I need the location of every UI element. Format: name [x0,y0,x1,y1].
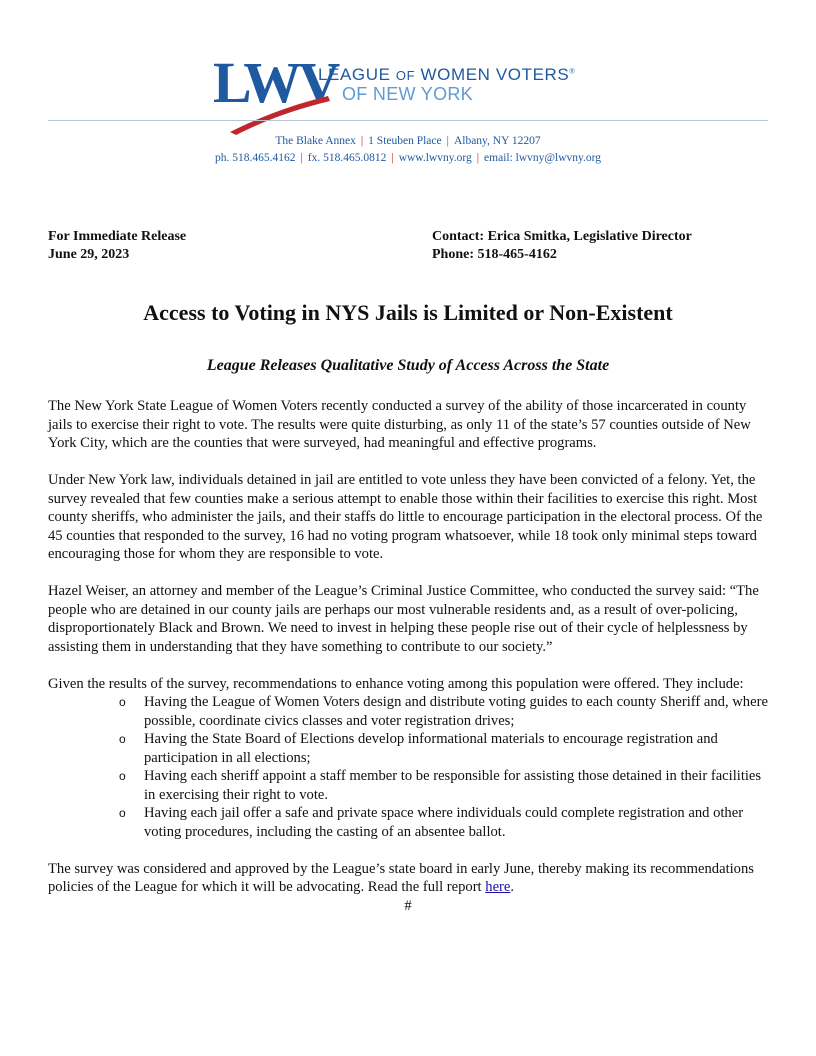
release-label: For Immediate Release [48,229,187,244]
letterhead [0,0,816,175]
bullet-icon: o [119,806,126,820]
paragraph: Under New York law, individuals detained in jail are entitled to vote unless they have been convicted of a felony. Yet, the survey revealed that few counties make a serious attempt to enable those within their facilities to exercise this right. Most county sheriffs, who administer the jails, and their staffs do little to encourage participation in the electoral process. Of the 45 counties that responded to the survey, 16 had no voting program whatsoever, while 18 took only minimal steps toward encouraging those for whom they are responsible to vote. [48,472,763,562]
website-link[interactable]: www.lwvny.org [398,152,472,164]
list-item: o Having each jail offer a safe and private space where individuals could complete registration and other voting procedures, including the casting of an absentee ballot. [119,805,744,840]
release-info [48,228,186,264]
paragraph: The New York State League of Women Voters recently conducted a survey of the ability of those incarcerated in county jails to exercise their right to vote. The results were quite disturbing, as only 11 of the state’s 57 counties outside of New York City, which are the counties that were surveyed, had meaningful and effective programs. [48,398,751,451]
header-divider [48,120,768,121]
end-mark: # [404,897,412,914]
closing-paragraph: The survey was considered and approved by the League’s state board in early June, thereby making its recommendations policies of the League for which it will be advocating. Read the full report here. [48,860,754,895]
list-item: o Having each sheriff appoint a staff member to be responsible for assisting those detained in their facilities in exercising their right to vote. [119,768,762,803]
list-item: o Having the League of Women Voters design and distribute voting guides to each county Sheriff and, where possible, coordinate civics classes and voter registration drives; [119,694,768,729]
recommendations-list [48,693,768,841]
press-release-body [48,397,768,934]
contact-phone: Phone: 518-465-4162 [432,247,557,262]
contact-info [432,228,692,264]
logo-swoosh-icon [228,88,338,136]
contact-name: Contact: Erica Smitka, Legislative Director [432,229,692,244]
page-title: Access to Voting in NYS Jails is Limited or Non-Existent [143,300,673,325]
release-date: June 29, 2023 [48,247,130,262]
list-item: o Having the State Board of Elections develop informational materials to encourage registration and participation in all elections; [119,731,718,766]
bullet-icon: o [119,695,126,709]
lwv-logo: LWV [213,50,338,115]
email-link[interactable]: email: lwvny@lwvny.org [484,152,602,164]
bullet-icon: o [119,732,126,746]
org-name-line2: OF NEW YORK [342,84,473,104]
address-line: The Blake Annex | 1 Steuben Place | Albany, NY 12207 [275,135,541,147]
contact-line: ph. 518.465.4162 | fx. 518.465.0812 | www.lwvny.org | email: lwvny@lwvny.org [214,152,602,164]
org-name-line1: LEAGUE OF WOMEN VOTERS® [318,65,576,84]
bullet-icon: o [119,769,126,783]
paragraph: Hazel Weiser, an attorney and member of the League’s Criminal Justice Committee, who conducted the survey said: “The people who are detained in our county jails are perhaps our most vulnerable residents and, as a result of over-policing, disproportionately Black and Brown. We need to invest in helping these people rise out of their cycle of helplessness by assisting them in understanding that they have something to contribute to our society.” [48,583,759,655]
paragraph: Given the results of the survey, recommendations to enhance voting among this population were offered. They include: [48,675,744,692]
page-subtitle: League Releases Qualitative Study of Access Across the State [206,357,610,374]
full-report-link[interactable]: here [485,879,511,895]
